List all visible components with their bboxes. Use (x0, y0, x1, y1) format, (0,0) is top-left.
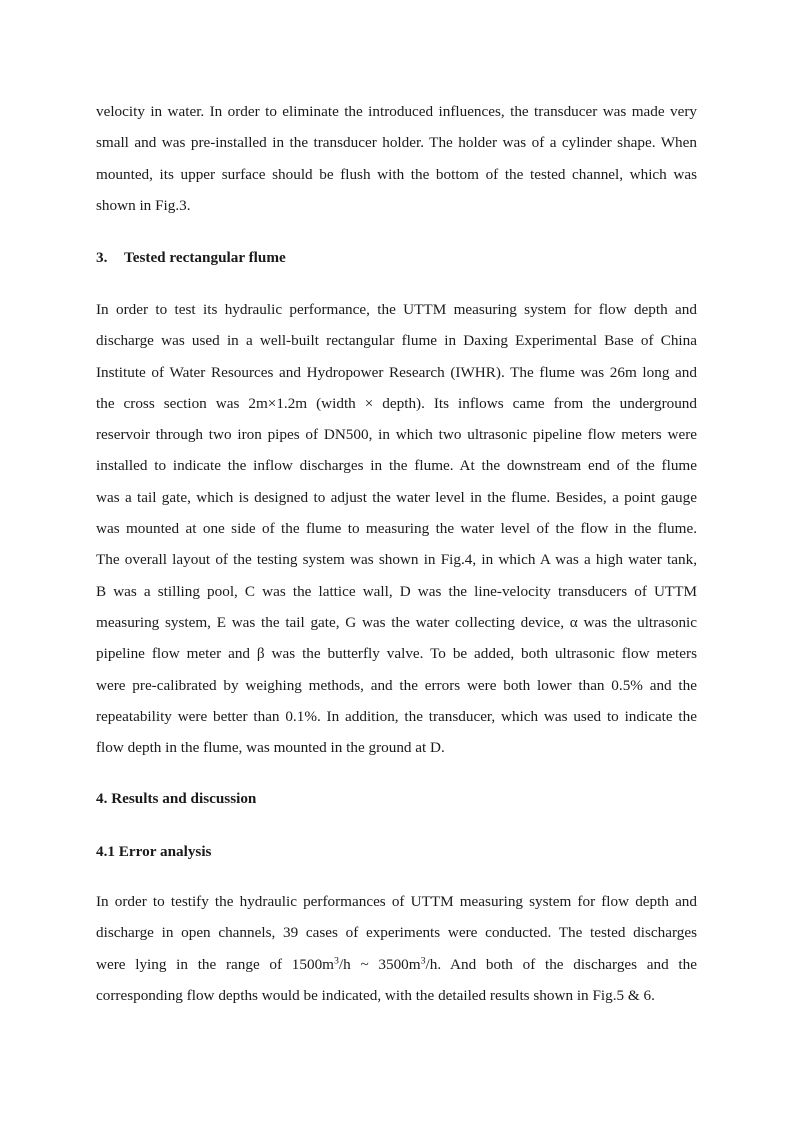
text-segment: were lying in the range of 1500m (96, 955, 334, 973)
section-heading-3 (96, 248, 286, 268)
text-line: The overall layout of the testing system was shown in Fig.4, in which A was a high water tank, (96, 551, 697, 569)
text-segment: /h ~ 3500m (338, 955, 421, 973)
subsection-heading-4-1 (96, 842, 211, 862)
text-line: were pre-calibrated by weighing methods, and the errors were both lower than 0.5% and the (96, 676, 697, 694)
superscript: 3 (420, 955, 426, 967)
text-line: reservoir through two iron pipes of DN500, in which two ultrasonic pipeline flow meters were (96, 426, 697, 444)
text-line: measuring system, E was the tail gate, G was the water collecting device, α was the ultrasonic (96, 613, 697, 631)
section-number: 3. (96, 249, 108, 266)
text-line: Institute of Water Resources and Hydropower Research (IWHR). The flume was 26m long and (96, 363, 697, 381)
paragraph-flume-description (96, 294, 697, 763)
section-title: Tested rectangular flume (124, 249, 286, 266)
text-line: In order to testify the hydraulic performances of UTTM measuring system for flow depth and (96, 893, 697, 910)
text-line: corresponding flow depths would be indicated, with the detailed results shown in Fig.5 & 6. (96, 986, 655, 1004)
text-line: was mounted at one side of the flume to measuring the water level of the flow in the flume. (96, 520, 697, 538)
superscript: 3 (333, 955, 339, 967)
paragraph-transducer-holder (96, 96, 697, 221)
subsection-title: 4.1 Error analysis (96, 843, 212, 860)
paragraph-error-analysis (96, 886, 697, 1011)
text-line: discharge in open channels, 39 cases of experiments were conducted. The tested discharges (96, 924, 697, 942)
text-line: was a tail gate, which is designed to adjust the water level in the flume. Besides, a point gauge (96, 488, 697, 506)
text-line: In order to test its hydraulic performance, the UTTM measuring system for flow depth and (96, 301, 697, 318)
text-line: B was a stilling pool, C was the lattice wall, D was the line-velocity transducers of UTTM (96, 582, 697, 600)
text-line: shown in Fig.3. (96, 196, 191, 214)
section-heading-4 (96, 789, 256, 809)
text-line: repeatability were better than 0.1%. In addition, the transducer, which was used to indicate the (96, 707, 697, 725)
text-line: discharge was used in a well-built rectangular flume in Daxing Experimental Base of China (96, 332, 697, 350)
text-segment: /h. And both of the discharges and the (425, 955, 697, 973)
text-line: pipeline flow meter and β was the butterfly valve. To be added, both ultrasonic flow meters (96, 645, 697, 663)
section-title: 4. Results and discussion (96, 790, 257, 807)
text-line: flow depth in the flume, was mounted in the ground at D. (96, 739, 445, 757)
text-line: mounted, its upper surface should be flush with the bottom of the tested channel, which was (96, 165, 697, 183)
text-line: the cross section was 2m×1.2m (width × depth). Its inflows came from the underground (96, 394, 697, 412)
text-line: small and was pre-installed in the transducer holder. The holder was of a cylinder shape. When (96, 134, 697, 152)
text-line: velocity in water. In order to eliminate the introduced influences, the transducer was made very (96, 103, 697, 120)
text-line (96, 949, 697, 980)
text-line: installed to indicate the inflow discharges in the flume. At the downstream end of the flume (96, 457, 697, 475)
